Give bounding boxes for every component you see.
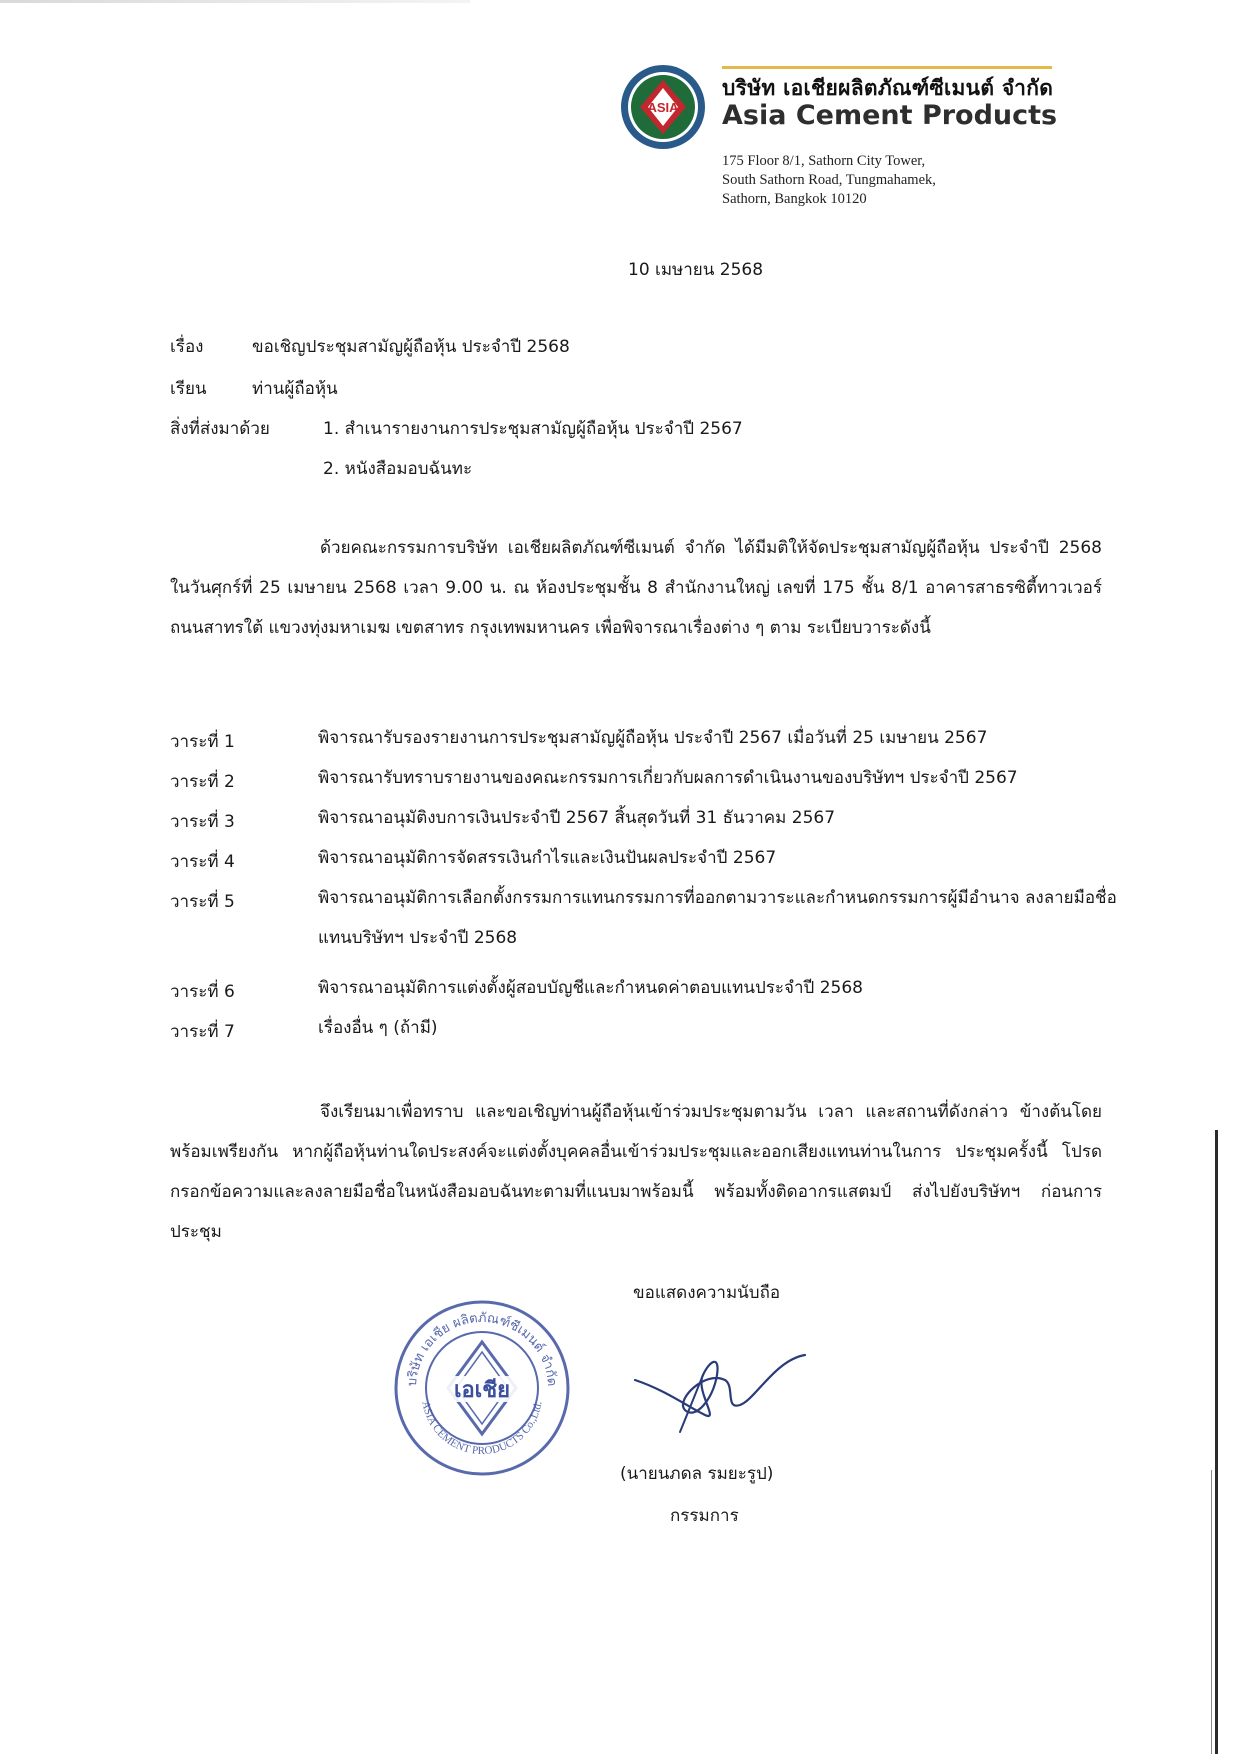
address-line: South Sathorn Road, Tungmahamek, [722, 172, 936, 188]
company-logo [620, 64, 706, 150]
company-name-thai: บริษัท เอเชียผลิตภัณฑ์ซีเมนต์ จำกัด [722, 76, 1054, 100]
enclosures-label: สิ่งที่ส่งมาด้วย [170, 419, 270, 439]
agenda-label: วาระที่ 3 [170, 812, 235, 832]
agenda-label: วาระที่ 5 [170, 892, 235, 912]
letterhead-rule [722, 66, 1052, 69]
closing-paragraph [170, 1092, 1102, 1252]
logo-text: ASIA [647, 100, 679, 115]
letter-date: 10 เมษายน 2568 [628, 260, 764, 280]
scan-edge-top [0, 0, 470, 3]
handwritten-signature [625, 1320, 810, 1440]
enclosure-item: 1. สำเนารายงานการประชุมสามัญผู้ถือหุ้น ประจำปี 2567 [323, 419, 743, 439]
intro-paragraph [170, 528, 1102, 648]
agenda-label: วาระที่ 6 [170, 982, 235, 1002]
svg-text:ASIA CEMENT PRODUCTS Co.,Ltd. [419, 1400, 544, 1457]
company-address [722, 152, 936, 209]
enclosure-item: 2. หนังสือมอบฉันทะ [323, 459, 473, 479]
subject-text: ขอเชิญประชุมสามัญผู้ถือหุ้น ประจำปี 2568 [252, 337, 570, 357]
agenda-text: พิจารณารับทราบรายงานของคณะกรรมการเกี่ยวกับผลการดำเนินงานของบริษัทฯ ประจำปี 2567 [318, 768, 1018, 788]
recipient-label: เรียน [170, 379, 207, 399]
agenda-text: พิจารณาอนุมัติการแต่งตั้งผู้สอบบัญชีและกำหนดค่าตอบแทนประจำปี 2568 [318, 978, 863, 998]
closing-salutation: ขอแสดงความนับถือ [633, 1283, 781, 1303]
agenda-text: พิจารณาอนุมัติการเลือกตั้งกรรมการแทนกรรมการที่ออกตามวาระและกำหนดกรรมการผู้มีอำนาจ ลงลายมือชื่อแทนบริษัทฯ ประจำปี 2568 [318, 888, 1117, 948]
agenda-text: พิจารณาอนุมัติงบการเงินประจำปี 2567 สิ้นสุดวันที่ 31 ธันวาคม 2567 [318, 808, 836, 828]
subject-label: เรื่อง [170, 337, 204, 357]
intro-paragraph-text: ด้วยคณะกรรมการบริษัท เอเชียผลิตภัณฑ์ซีเมนต์ จำกัด ได้มีมติให้จัดประชุมสามัญผู้ถือหุ้น ประจำปี 2568 ในวันศุกร์ที่ 25 เมษายน 2568 เวลา 9.00 น. ณ ห้องประชุมชั้น 8 สำนักงานใหญ่ เลขที่ 175 ชั้น 8/1 อาคารสาธรซิตี้ทาวเวอร์ ถนนสาทรใต้ แขวงทุ่งมหาเมฆ เขตสาทร กรุงเทพมหานคร เพื่อพิจารณาเรื่องต่าง ๆ ตาม ระเบียบวาระดังนี้ [170, 538, 1102, 638]
seal-ring-text-thai: บริษัท เอเชีย ผลิตภัณฑ์ซีเมนต์ จำกัด [404, 1310, 560, 1387]
recipient-text: ท่านผู้ถือหุ้น [252, 379, 338, 399]
seal-ring-text-english: ASIA CEMENT PRODUCTS Co.,Ltd. [419, 1400, 545, 1458]
agenda-text: เรื่องอื่น ๆ (ถ้ามี) [318, 1018, 438, 1038]
agenda-label: วาระที่ 2 [170, 772, 235, 792]
agenda-label: วาระที่ 7 [170, 1022, 235, 1042]
seal-center-text: เอเชีย [453, 1378, 511, 1403]
scan-edge-right [1215, 1130, 1218, 1754]
agenda-text: พิจารณาอนุมัติการจัดสรรเงินกำไรและเงินปันผลประจำปี 2567 [318, 848, 777, 868]
agenda-text: พิจารณารับรองรายงานการประชุมสามัญผู้ถือหุ้น ประจำปี 2567 เมื่อวันที่ 25 เมษายน 2567 [318, 728, 988, 748]
address-line: Sathorn, Bangkok 10120 [722, 191, 867, 207]
closing-paragraph-text: จึงเรียนมาเพื่อทราบ และขอเชิญท่านผู้ถือหุ้นเข้าร่วมประชุมตามวัน เวลา และสถานที่ดังกล่าว ข้างต้นโดยพร้อมเพรียงกัน หากผู้ถือหุ้นท่านใดประสงค์จะแต่งตั้งบุคคลอื่นเข้าร่วมประชุมและออกเสียงแทนท่านในการ ประชุมครั้งนี้ โปรดกรอกข้อความและลงลายมือชื่อในหนังสือมอบฉันทะตามที่แนบมาพร้อมนี้ พร้อมทั้งติดอากรแสตมป์ ส่งไปยังบริษัทฯ ก่อนการประชุม [170, 1102, 1102, 1242]
address-line: 175 Floor 8/1, Sathorn City Tower, [722, 153, 926, 169]
company-name-english: Asia Cement Products [722, 100, 1058, 131]
signatory-name: (นายนภดล รมยะรูป) [620, 1464, 774, 1484]
scan-edge-right-faint [1211, 1470, 1212, 1754]
agenda-label: วาระที่ 4 [170, 852, 235, 872]
signatory-title: กรรมการ [670, 1506, 739, 1526]
agenda-label: วาระที่ 1 [170, 732, 235, 752]
company-seal [392, 1298, 572, 1478]
